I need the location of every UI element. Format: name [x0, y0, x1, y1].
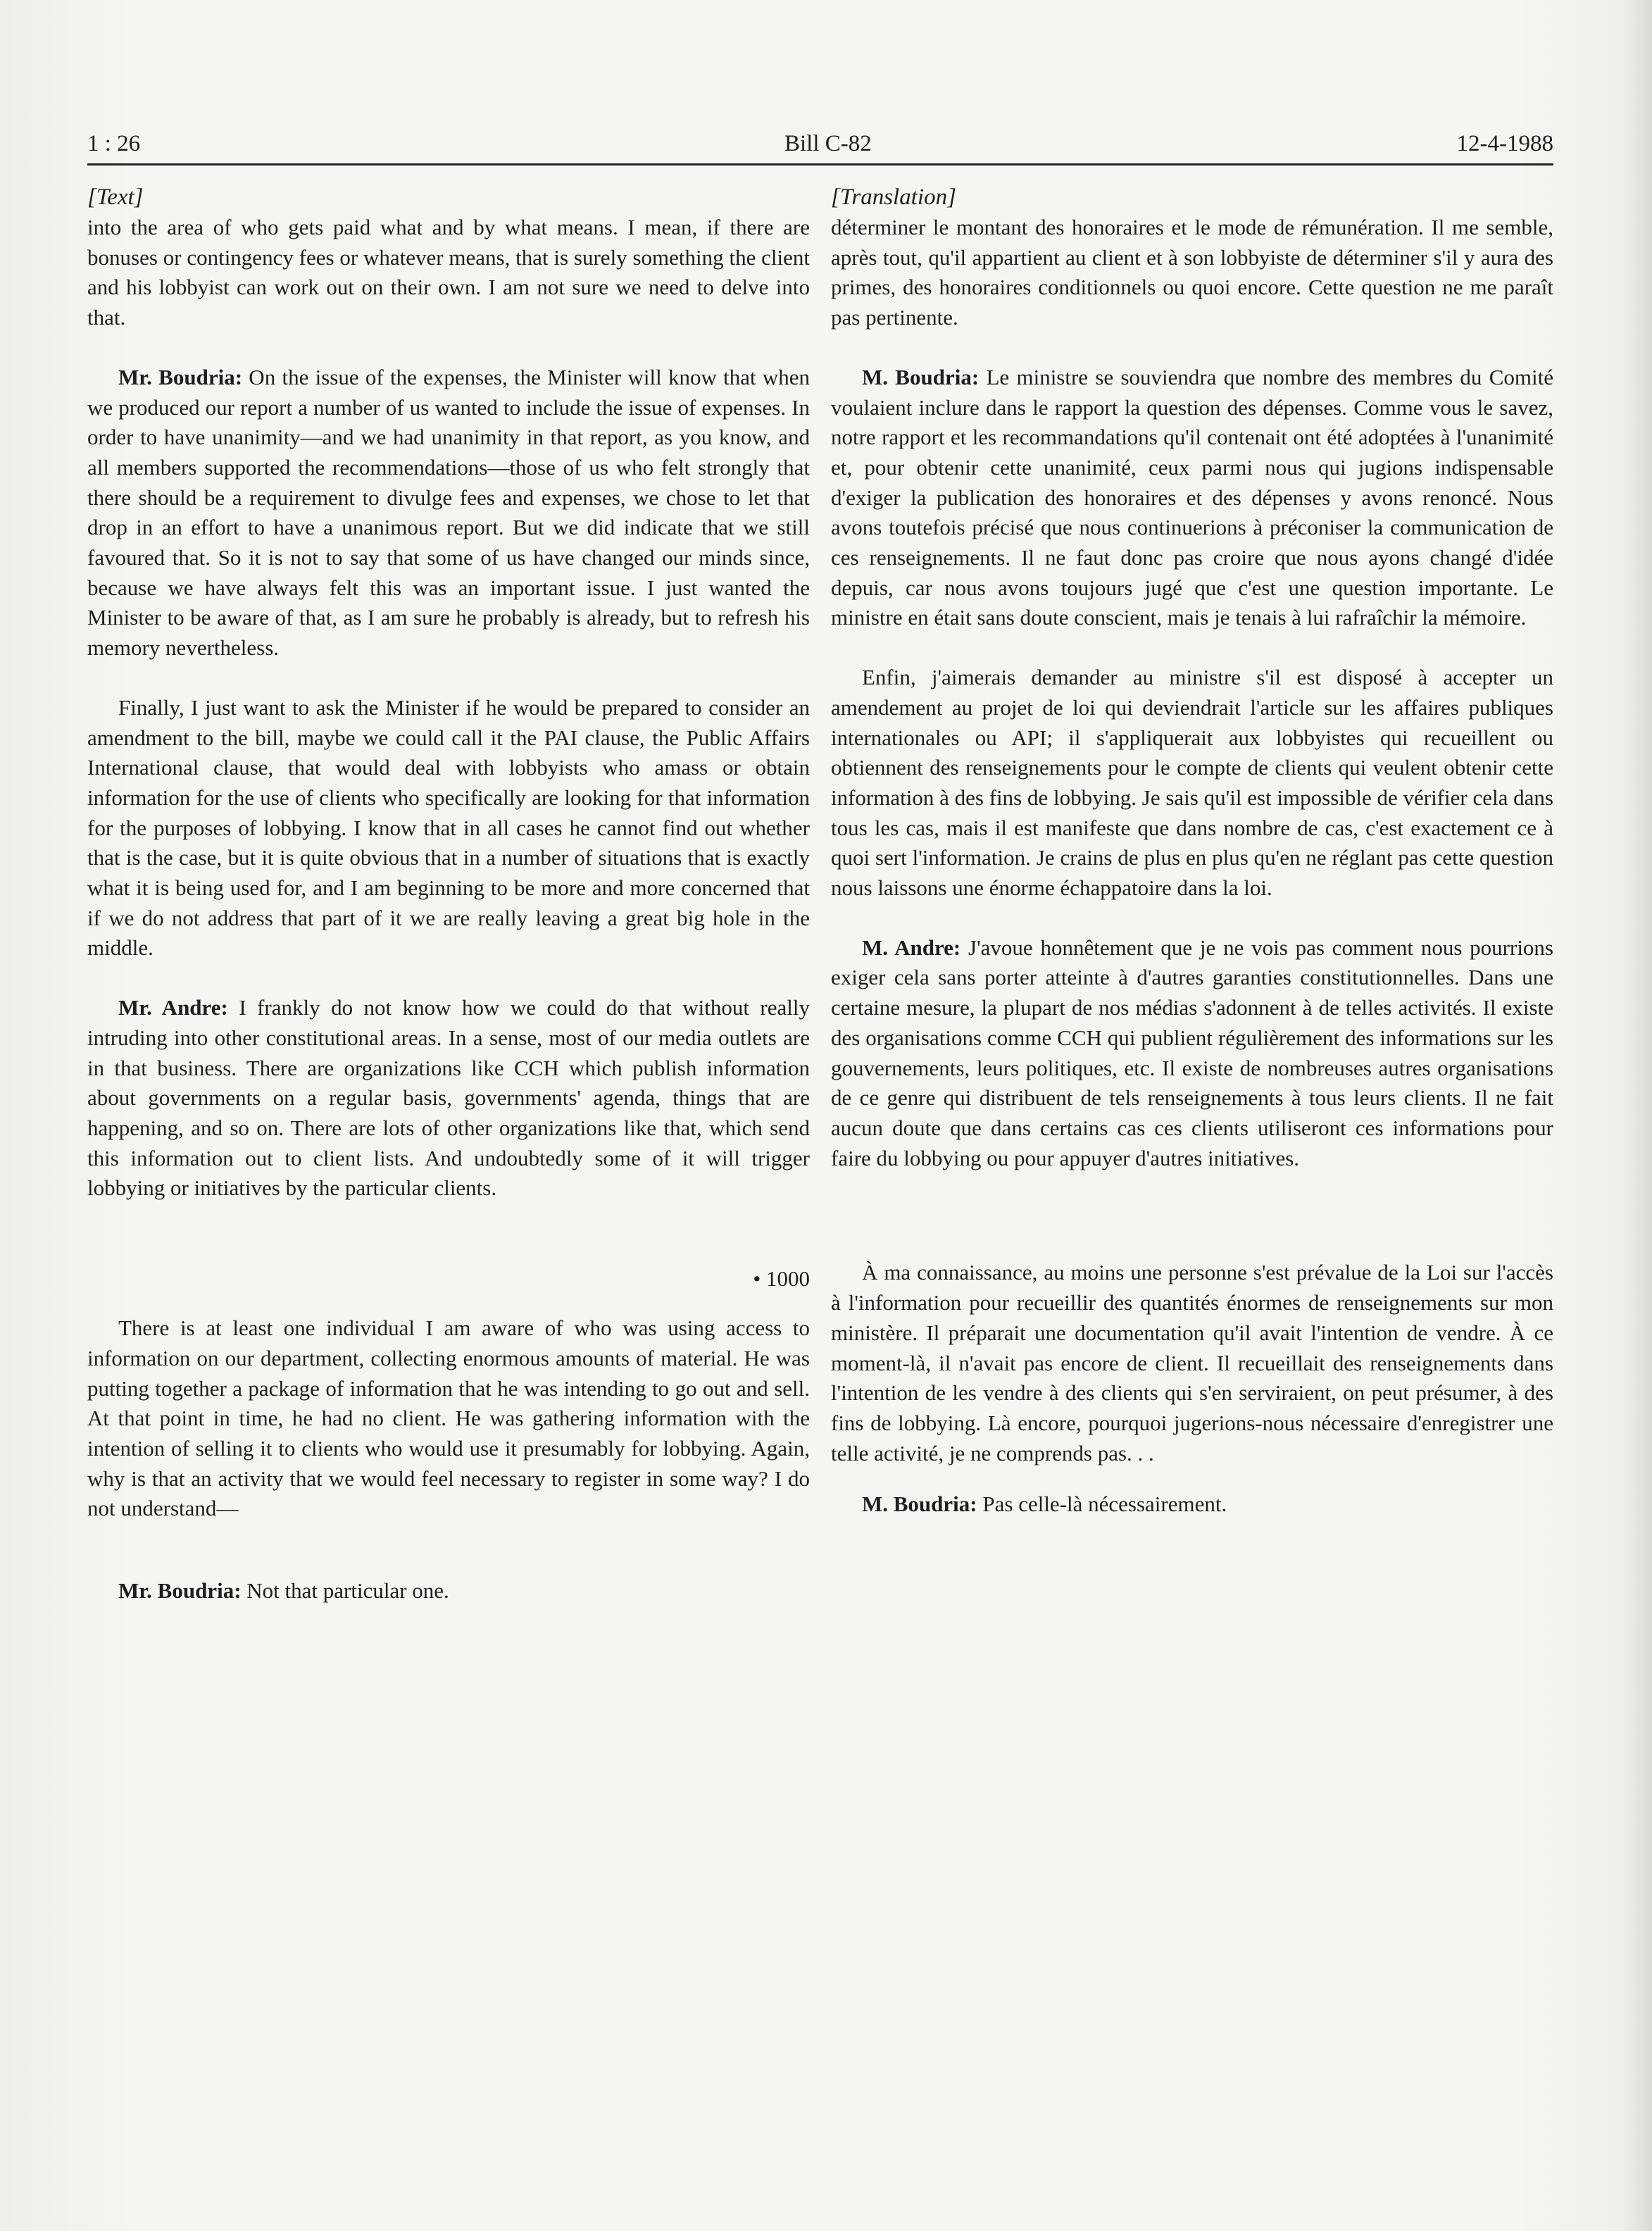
paragraph [831, 1489, 1553, 1520]
french-column [831, 182, 1553, 1520]
paragraph: À ma connaissance, au moins une personne s'est prévalue de la Loi sur l'accès à l'information pour recueillir des quantités énormes de renseignements sur mon ministère. Il préparait une documentation qu'il avait l'intention de vendre. À ce moment-là, il n'avait pas encore de client. Il recueillait des renseignements dans l'intention de les vendre à des clients qui s'en serviraient, on peut présumer, à des fins de lobbying. Là encore, pourquoi jugerions-nous nécessaire d'enregistrer une telle activité, je ne comprends pas. . . [831, 1260, 1553, 1466]
header-rule [87, 163, 1553, 165]
column-label-text: [Text] [87, 185, 144, 210]
column-label-translation: [Translation] [831, 185, 956, 210]
english-column [87, 182, 810, 1606]
speaker-name: M. Boudria: [862, 364, 980, 389]
speaker-name: Mr. Boudria: [118, 364, 243, 389]
bill-title: Bill C-82 [784, 131, 872, 156]
time-marker: • 1000 [753, 1266, 810, 1292]
paragraph: Finally, I just want to ask the Minister if he would be prepared to consider an amendment to the bill, maybe we could call it the PAI clause, the Public Affairs International clause, that would deal with lobbyists who amass or obtain information for the use of clients who specifically are looking for that information for the purposes of lobbying. I know that in all cases he cannot find out whether that is the case, but it is quite obvious that in a number of situations that is exactly what it is being used for, and I am beginning to be more and more concerned that if we do not address that part of it we are really leaving a great big hole in the middle. [87, 694, 810, 961]
paragraph: Enfin, j'aimerais demander au ministre s'il est disposé à accepter un amendement au projet de loi qui deviendrait l'article sur les affaires publiques internationales ou API; il s'appliquerait aux lobbyistes qui recueillent ou obtiennent des renseignements pour le compte de clients qui veulent obtenir cette information à des fins de lobbying. Je sais qu'il est impossible de vérifier cela dans tous les cas, mais il est manifeste que dans nombre de cas, c'est exactement ce à quoi sert l'information. Je crains de plus en plus qu'en ne réglant pas cette question nous laissons une énorme échappatoire dans la loi. [831, 665, 1553, 901]
header-date: 12-4-1988 [1456, 131, 1553, 156]
paragraph [87, 993, 810, 1204]
speaker-name: Mr. Boudria: [118, 1578, 242, 1604]
paragraph: There is at least one individual I am aware of who was using access to information on our department, collecting enormous amounts of material. He was putting together a package of information that he was intending to go out and sell. At that point in time, he had no client. He was gathering information with the intention of selling it to clients who would use it presumably for lobbying. Again, why is that an activity that we would feel necessary to register in some way? I do not understand— [87, 1316, 810, 1521]
speech-text: I frankly do not know how we could do that without really intruding into other constitutional areas. In a sense, most of our media outlets are in that business. There are organizations like CCH which publish information about governments on a regular basis, governments' agenda, things that are happening, and so on. There are lots of other organizations like that, which send this information out to client lists. And undoubtedly some of it will trigger lobbying or initiatives by the particular clients. [87, 995, 810, 1201]
paragraph [87, 363, 810, 663]
paragraph [87, 1576, 810, 1606]
paragraph: déterminer le montant des honoraires et le mode de rémunération. Il me semble, après tout, qu'il appartient au client et à son lobbyiste de déterminer s'il y aura des primes, des honoraires conditionnels ou quoi encore. Cette question ne me paraît pas pertinente. [831, 215, 1553, 330]
paragraph [831, 363, 1553, 633]
speaker-name: Mr. Andre: [118, 995, 228, 1020]
speech-text: On the issue of the expenses, the Minister will know that when we produced our report a number of us wanted to include the issue of expenses. In order to have unanimity—and we had unanimity in that report, as you know, and all members supported the recommendations—those of us who felt strongly that there should be a requirement to divulge fees and expenses, we chose to let that drop in an effort to have a unanimous report. But we did indicate that we still favoured that. So it is not to say that some of us have changed our minds since, because we have always felt this was an important issue. I just wanted the Minister to be aware of that, as I am sure he probably is already, but to refresh his memory nevertheless. [87, 364, 810, 661]
page-number: 1 : 26 [87, 131, 141, 156]
speech-text: J'avoue honnêtement que je ne vois pas comment nous pourrions exiger cela sans porter atteinte à d'autres garanties constitutionnelles. Dans une certaine mesure, la plupart de nos médias s'adonnent à de telles activités. Il existe des organisations comme CCH qui publient régulièrement des informations sur les gouvernements, leurs politiques, etc. Il existe de nombreuses autres organisations de ce genre qui distribuent de tels renseignements à tous leurs clients. Il ne fait aucun doute que dans certains cas ces clients utiliseront ces informations pour faire du lobbying ou pour appuyer d'autres initiatives. [831, 935, 1553, 1170]
paragraph: into the area of who gets paid what and by what means. I mean, if there are bonuses or contingency fees or whatever means, that is surely something the client and his lobbyist can work out on their own. I am not sure we need to delve into that. [87, 215, 810, 330]
speaker-name: M. Boudria: [862, 1492, 977, 1517]
speech-text: Le ministre se souviendra que nombre des membres du Comité voulaient inclure dans le rapport la question des dépenses. Comme vous le savez, notre rapport et les recommandations qu'il contenait ont été adoptées à l'unanimité et, pour obtenir cette unanimité, ceux parmi nous qui jugions indispensable d'exiger la publication des honoraires et des dépenses y avons renoncé. Nous avons toutefois précisé que nous continuerions à préconiser la communication de ces renseignements. Il ne faut donc pas croire que nous ayons changé d'idée depuis, car nous avons toujours jugé que c'est une question importante. Le ministre en était sans doute conscient, mais je tenais à lui rafraîchir la mémoire. [831, 364, 1553, 630]
speaker-name: M. Andre: [862, 935, 961, 960]
paragraph [831, 933, 1553, 1174]
page-edge-shadow [1624, 0, 1652, 2231]
page-header [87, 131, 1553, 166]
speech-text: Pas celle-là nécessairement. [977, 1492, 1227, 1517]
speech-text: Not that particular one. [241, 1578, 449, 1604]
